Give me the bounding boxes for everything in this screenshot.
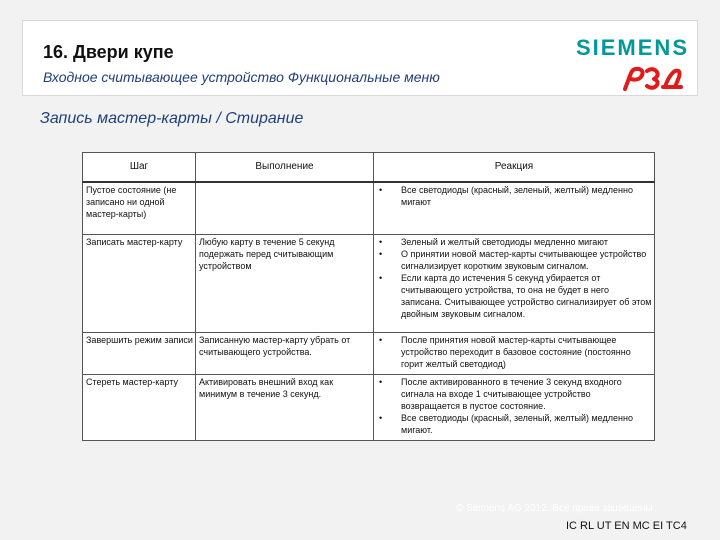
- action-cell: [196, 182, 374, 234]
- rzd-logo-icon: [619, 63, 685, 91]
- slide-subtitle: Входное считывающее устройство Функциональные меню: [43, 69, 440, 85]
- procedure-table: [82, 152, 655, 441]
- action-cell: Записанную мастер-карту убрать от считывающего устройства.: [196, 332, 374, 374]
- slide-title: 16. Двери купе: [43, 42, 174, 62]
- step-cell: Завершить режим записи: [83, 332, 196, 374]
- column-header-step: Шаг: [83, 153, 196, 183]
- table-row: [83, 332, 655, 374]
- copyright-text: © Siemens AG 2012. Все права защищены: [456, 503, 653, 514]
- column-header-action: Выполнение: [196, 153, 374, 183]
- reaction-cell: [374, 182, 655, 234]
- section-title: Запись мастер-карты / Стирание: [40, 110, 304, 127]
- step-cell: Пустое состояние (не записано ни одной мастер-карты): [83, 182, 196, 234]
- table-row: [83, 374, 655, 440]
- column-header-reaction: Реакция: [374, 153, 655, 183]
- document-code: IC RL UT EN MC EI TC4: [566, 520, 687, 532]
- slide-header: [22, 20, 698, 96]
- table-header-row: [83, 153, 655, 183]
- table-row: [83, 182, 655, 234]
- step-cell: Стереть мастер-карту: [83, 374, 196, 440]
- reaction-item: • Зеленый и желтый светодиоды медленно мигают: [377, 236, 652, 248]
- reaction-item: • Все светодиоды (красный, зеленый, желтый) медленно мигают.: [377, 412, 652, 436]
- step-cell: Записать мастер-карту: [83, 234, 196, 332]
- reaction-item: • Если карта до истечения 5 секунд убирается от считывающего устройства, то она не будет в него записана. Считывающее устройство сигнализирует об этом двойным звуковым сигналом.: [377, 272, 652, 320]
- reaction-cell: [374, 234, 655, 332]
- reaction-item: • О принятии новой мастер-карты считывающее устройство сигнализирует коротким звуковым сигналом.: [377, 248, 652, 272]
- reaction-cell: [374, 332, 655, 374]
- reaction-item: • После активированного в течение 3 секунд входного сигнала на входе 1 считывающее устройство возвращается в пустое состояние.: [377, 376, 652, 412]
- reaction-item: • После принятия новой мастер-карты считывающее устройство переходит в базовое состояние (постоянно горит желтый светодиод): [377, 334, 652, 370]
- reaction-item: • Все светодиоды (красный, зеленый, желтый) медленно мигают: [377, 184, 652, 208]
- action-cell: Активировать внешний вход как минимум в течение 3 секунд.: [196, 374, 374, 440]
- reaction-cell: [374, 374, 655, 440]
- table-row: [83, 234, 655, 332]
- action-cell: Любую карту в течение 5 секунд подержать перед считывающим устройством: [196, 234, 374, 332]
- siemens-logo: SIEMENS: [575, 35, 689, 60]
